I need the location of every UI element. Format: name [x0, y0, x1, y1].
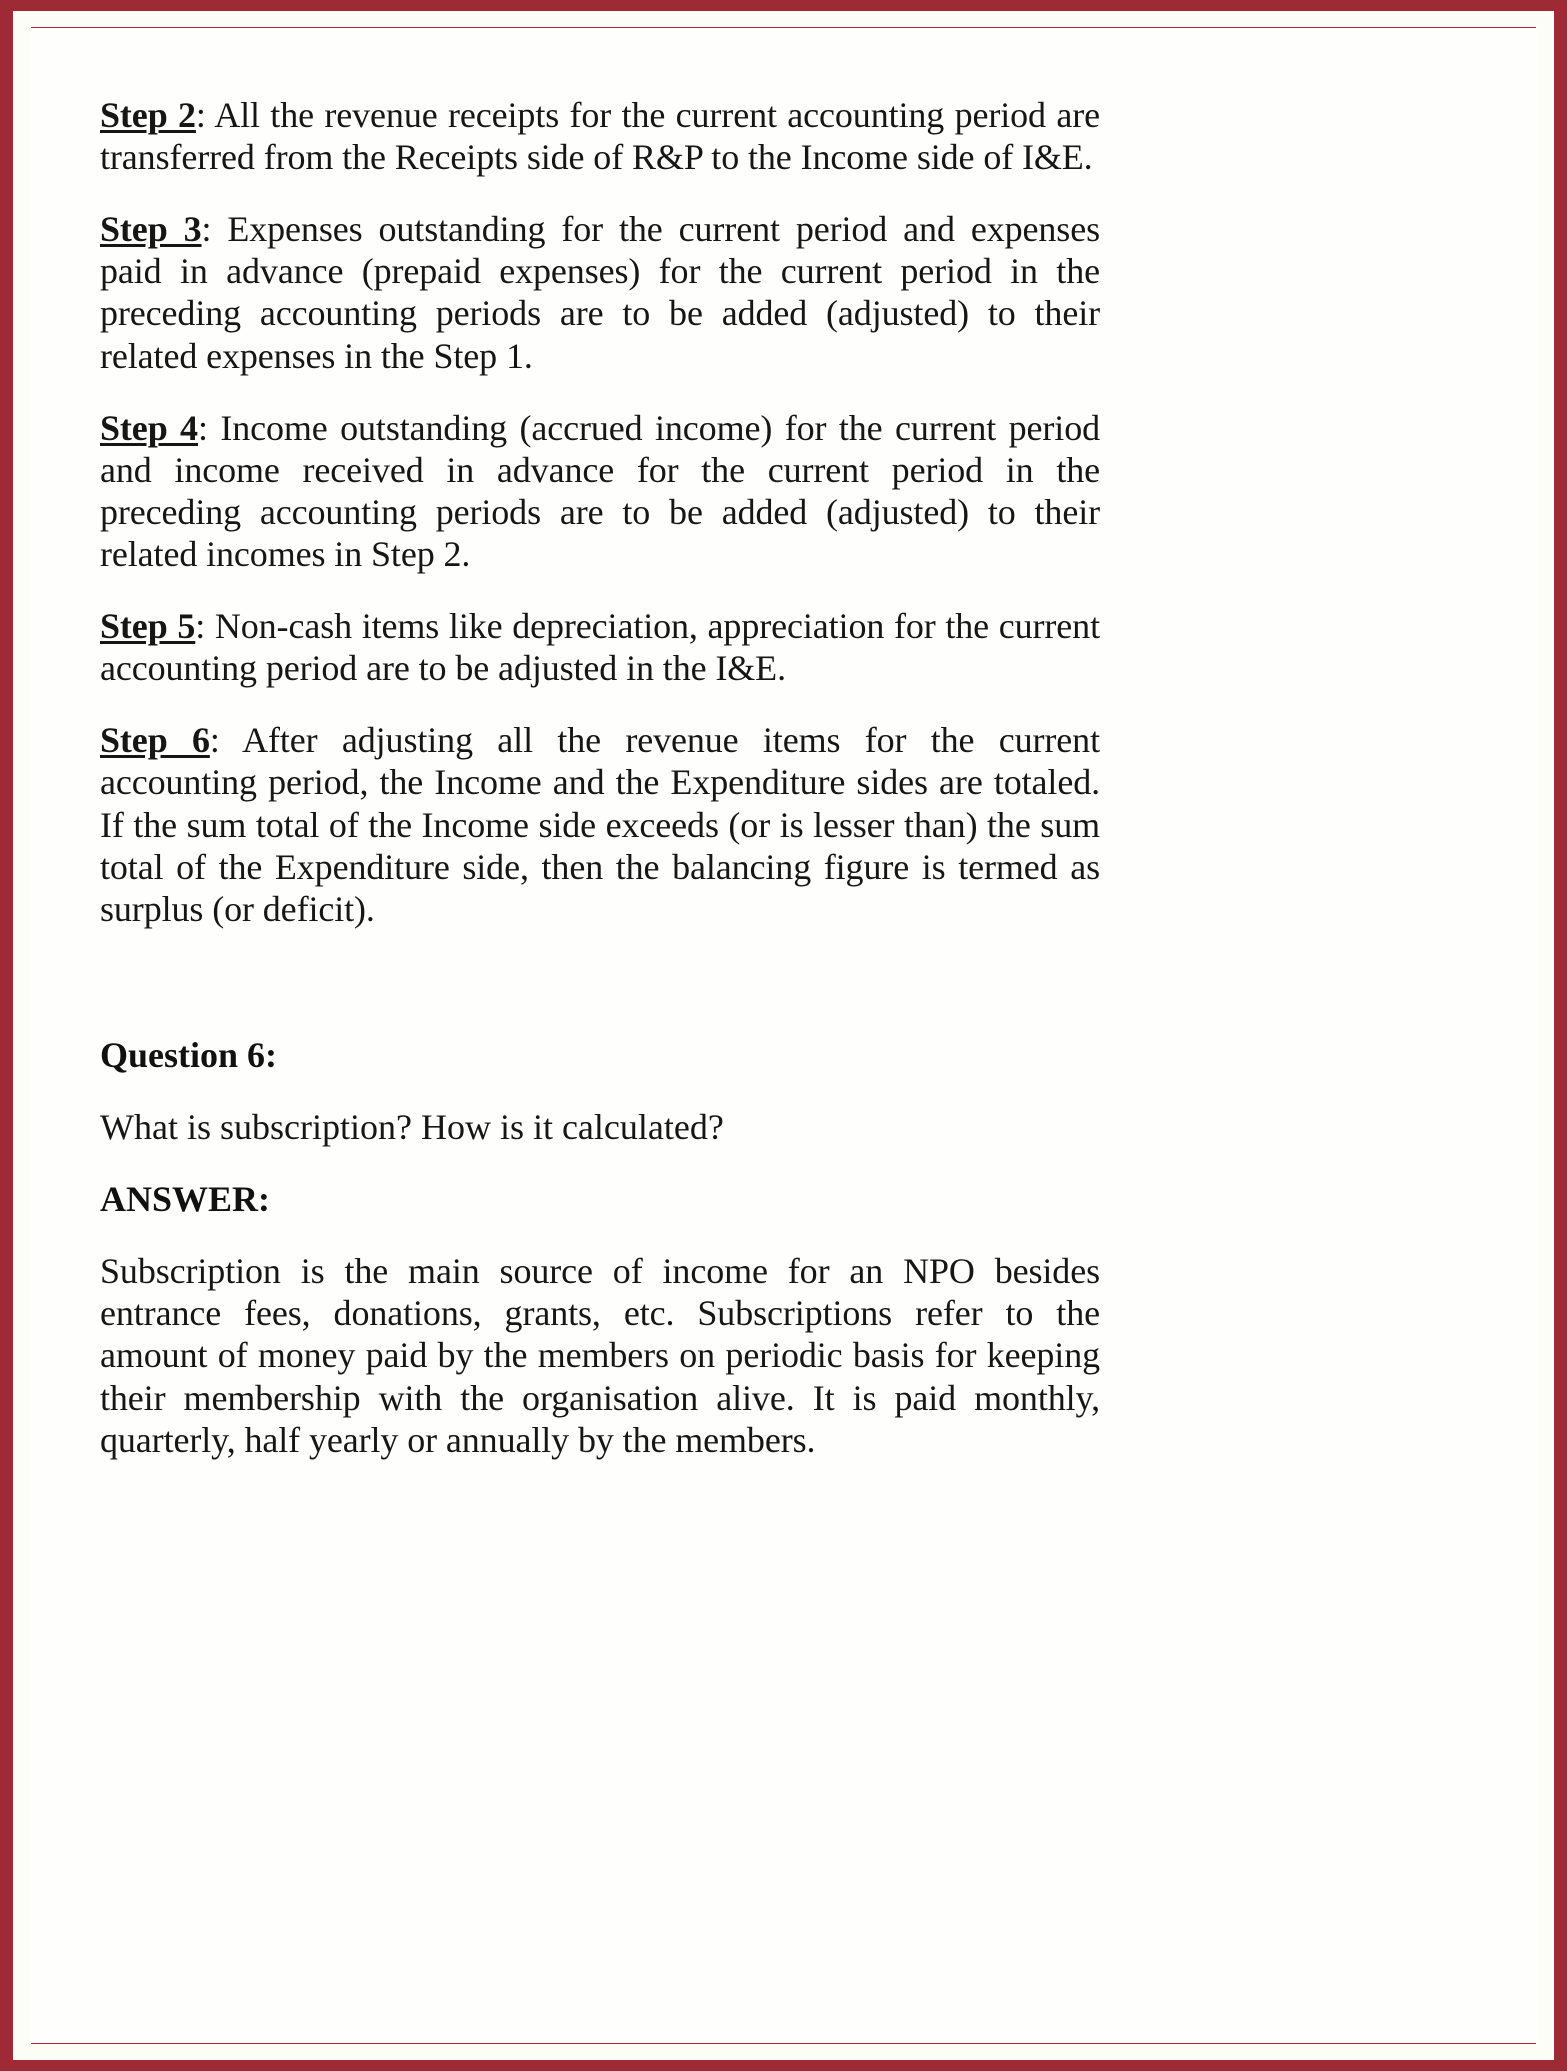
paragraph-step-5: [100, 605, 1100, 689]
question-heading: Question 6:: [100, 1034, 278, 1075]
answer-paragraph: Subscription is the main source of income for an NPO besides entrance fees, donations, grants, etc. Subscriptions refer to the amount of money paid by the members on periodic basis for keeping their membership with the organisation alive. It is paid monthly, quarterly, half yearly or annually by the members.: [100, 1251, 1100, 1460]
question-prompt: What is subscription? How is it calculated?: [100, 1106, 724, 1147]
step-label-6: Step 6: [100, 720, 210, 761]
step-body-3: Expenses outstanding for the current period and expenses paid in advance (prepaid expenses) for the current period in the preceding accounting periods are to be added (adjusted) to their related expenses in the Step 1.: [100, 209, 1100, 376]
step-body-5: Non-cash items like depreciation, appreciation for the current accounting period are to be adjusted in the I&E.: [100, 606, 1100, 689]
step-separator-4: :: [197, 407, 221, 448]
paragraph-step-3: [100, 208, 1100, 376]
step-label-2: Step 2: [100, 95, 196, 135]
step-separator-6: :: [209, 720, 243, 761]
paragraph-step-4: [100, 407, 1100, 575]
document-page: [30, 28, 1537, 2043]
step-separator-5: :: [195, 606, 215, 647]
step-label-5: Step 5: [100, 606, 196, 647]
answer-heading: ANSWER:: [100, 1179, 271, 1220]
step-separator-3: :: [201, 209, 228, 250]
section-spacer: [100, 960, 1100, 1034]
paragraph-step-6: [100, 719, 1100, 930]
step-label-4: Step 4: [100, 407, 198, 448]
step-separator-2: :: [195, 95, 215, 135]
document-content: [100, 94, 1100, 1461]
paragraph-step-2: [100, 94, 1100, 178]
step-body-4: Income outstanding (accrued income) for the current period and income received in advance for the current period in the preceding accounting periods are to be added (adjusted) to their related incomes in Step 2.: [100, 407, 1100, 574]
step-label-3: Step 3: [100, 209, 202, 250]
step-body-6: After adjusting all the revenue items for the current accounting period, the Income and the Expenditure sides are totaled. If the sum total of the Income side exceeds (or is lesser than) the sum total of the Expenditure side, then the balancing figure is termed as surplus (or deficit).: [100, 720, 1100, 929]
step-body-2: All the revenue receipts for the current accounting period are transferred from the Receipts side of R&P to the Income side of I&E.: [100, 95, 1100, 178]
